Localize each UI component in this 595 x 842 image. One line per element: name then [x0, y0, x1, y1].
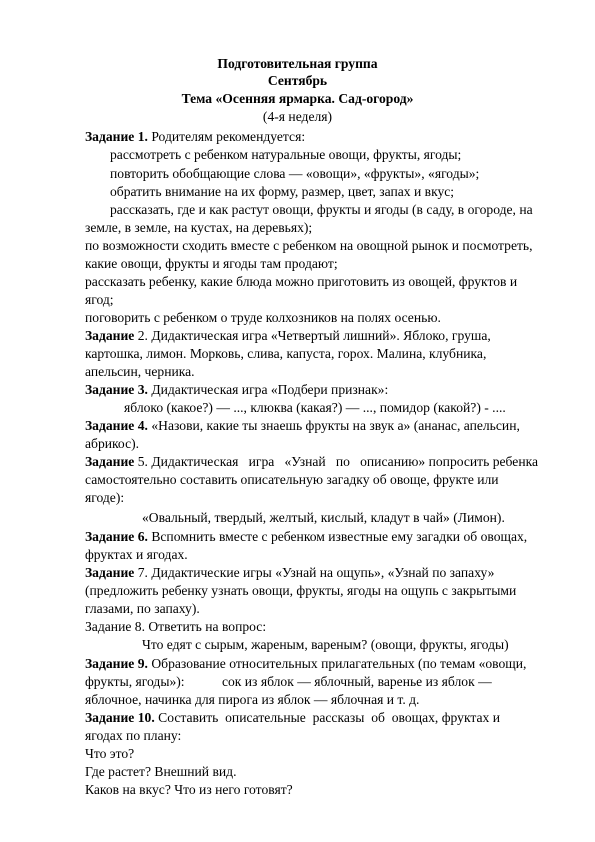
- task2-line: апельсин, черника.: [85, 364, 195, 379]
- group-title: Подготовительная группа: [217, 56, 378, 71]
- task6-line: фруктах и ягодах.: [85, 547, 188, 562]
- task2-text: 2. Дидактическая игра «Четвертый лишний». Яблоко, груша,: [134, 328, 491, 343]
- task9-label: Задание 9.: [85, 656, 148, 671]
- task9-line: яблочное, начинка для пирога из яблок — яблочная и т. д.: [85, 692, 420, 707]
- task4-line: абрикос).: [85, 436, 140, 451]
- task3-text: Дидактическая игра «Подбери признак»:: [147, 382, 389, 397]
- task2-label: Задание: [85, 328, 135, 343]
- task3-heading: [85, 382, 388, 398]
- task10-plan-item: Где растет? Внешний вид.: [85, 764, 237, 779]
- task1-line: рассказать, где и как растут овощи, фрукты и ягоды (в саду, в огороде, на: [110, 202, 533, 217]
- task7-heading: [85, 565, 494, 581]
- task7-text: 7. Дидактические игры «Узнай на ощупь», «Узнай по запаху»: [134, 565, 495, 580]
- week-subtitle: (4-я неделя): [262, 109, 333, 124]
- task1-line: ягод;: [85, 292, 114, 307]
- task10-label: Задание 10.: [85, 710, 155, 725]
- task9-line: фрукты, ягоды»): сок из яблок — яблочный, варенье из яблок —: [85, 674, 492, 689]
- task2-heading: [85, 328, 491, 344]
- task1-line: повторить обобщающие слова — «овощи», «фрукты», «ягоды»;: [110, 166, 480, 181]
- task1-line: по возможности сходить вместе с ребенком на овощной рынок и посмотреть,: [85, 238, 533, 253]
- task1-line: земле, в земле, на кустах, на деревьях);: [85, 220, 313, 235]
- task1-line: какие овощи, фрукты и ягоды там продают;: [85, 256, 338, 271]
- task4-text: «Назови, какие ты знаешь фрукты на звук а» (ананас, апельсин,: [147, 418, 520, 433]
- task1-line: поговорить с ребенком о труде колхозников на полях осенью.: [85, 310, 441, 325]
- task10-plan-item: Каков на вкус? Что из него готовят?: [85, 782, 293, 797]
- task3-label: Задание 3.: [85, 382, 148, 397]
- task1-line: обратить внимание на их форму, размер, цвет, запах и вкус;: [110, 184, 455, 199]
- task5-riddle: «Овальный, твердый, желтый, кислый, кладут в чай» (Лимон).: [142, 510, 505, 525]
- task7-label: Задание: [85, 565, 135, 580]
- task1-label: Задание 1.: [85, 129, 148, 144]
- task7-line: (предложить ребенку узнать овощи, фрукты, ягоды на ощупь с закрытыми: [85, 583, 517, 598]
- task1-heading: [85, 129, 305, 145]
- task10-heading: [85, 710, 500, 726]
- task5-line: самостоятельно составить описательную загадку об овоще, фрукте или: [85, 472, 499, 487]
- task10-line: ягодах по плану:: [85, 728, 182, 743]
- task4-heading: [85, 418, 520, 434]
- task1-line: рассказать ребенку, какие блюда можно приготовить из овощей, фруктов и: [85, 274, 518, 289]
- task5-line: ягоде):: [85, 490, 125, 505]
- task10-plan-item: Что это?: [85, 746, 135, 761]
- task5-text: 5. Дидактическая игра «Узнай по описанию» попросить ребенка: [134, 454, 539, 469]
- theme-title: Тема «Осенняя ярмарка. Сад-огород»: [181, 91, 414, 106]
- task2-line: картошка, лимон. Морковь, слива, капуста, горох. Малина, клубника,: [85, 346, 487, 361]
- task6-heading: [85, 529, 527, 545]
- task1-intro: Родителям рекомендуется:: [147, 129, 306, 144]
- task6-label: Задание 6.: [85, 529, 148, 544]
- task9-heading: [85, 656, 526, 672]
- task6-text: Вспомнить вместе с ребенком известные ему загадки об овощах,: [147, 529, 528, 544]
- task5-heading: [85, 454, 538, 470]
- task8-heading: Задание 8. Ответить на вопрос:: [85, 619, 267, 634]
- task10-text: Составить описательные рассказы об овощах, фруктах и: [154, 710, 500, 725]
- task3-line: яблоко (какое?) — ..., клюква (какая?) — ..., помидор (какой?) - ....: [124, 400, 506, 415]
- month-title: Сентябрь: [267, 73, 328, 88]
- task9-text: Образование относительных прилагательных (по темам «овощи,: [147, 656, 527, 671]
- task8-question: Что едят с сырым, жареным, вареным? (овощи, фрукты, ягоды): [142, 637, 509, 652]
- task4-label: Задание 4.: [85, 418, 148, 433]
- task7-line: глазами, по запаху).: [85, 601, 200, 616]
- task5-label: Задание: [85, 454, 135, 469]
- task1-line: рассмотреть с ребенком натуральные овощи, фрукты, ягоды;: [110, 147, 462, 162]
